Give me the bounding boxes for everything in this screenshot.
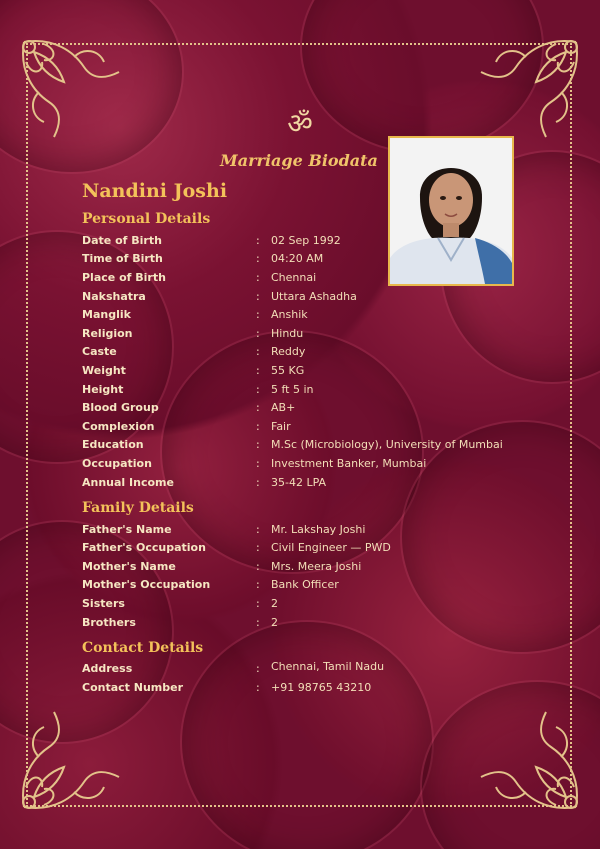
detail-value: 35-42 LPA	[271, 476, 327, 489]
detail-label: Education	[82, 438, 144, 451]
detail-label: Sisters	[82, 597, 125, 610]
candidate-name: Nandini Joshi	[82, 180, 228, 202]
detail-value: M.Sc (Microbiology), University of Mumbai	[271, 438, 503, 451]
corner-ornament-icon	[471, 32, 586, 142]
separator: :	[256, 290, 260, 303]
personal-details-heading: Personal Details	[82, 211, 211, 227]
separator: :	[256, 523, 260, 536]
detail-label: Contact Number	[82, 681, 184, 694]
corner-ornament-icon	[14, 32, 129, 142]
detail-value: Bank Officer	[271, 578, 339, 591]
person-portrait-icon	[390, 138, 512, 284]
separator: :	[256, 234, 260, 247]
detail-label: Annual Income	[82, 476, 174, 489]
detail-value: 2	[271, 597, 278, 610]
separator: :	[256, 383, 260, 396]
separator: :	[256, 252, 260, 265]
detail-value: 55 KG	[271, 364, 305, 377]
separator: :	[256, 345, 260, 358]
separator: :	[256, 616, 260, 629]
detail-value: 02 Sep 1992	[271, 234, 341, 247]
detail-label: Blood Group	[82, 401, 159, 414]
detail-label: Manglik	[82, 308, 131, 321]
detail-value: Fair	[271, 420, 291, 433]
detail-label: Height	[82, 383, 124, 396]
separator: :	[256, 364, 260, 377]
detail-value: Mrs. Meera Joshi	[271, 560, 362, 573]
separator: :	[256, 578, 260, 591]
separator: :	[256, 308, 260, 321]
detail-label: Mother's Name	[82, 560, 176, 573]
separator: :	[256, 457, 260, 470]
detail-value: Chennai	[271, 271, 317, 284]
separator: :	[256, 560, 260, 573]
separator: :	[256, 327, 260, 340]
family-details-heading: Family Details	[82, 500, 194, 516]
separator: :	[256, 271, 260, 284]
detail-label: Brothers	[82, 616, 136, 629]
detail-value: Reddy	[271, 345, 306, 358]
detail-label: Father's Occupation	[82, 541, 206, 554]
corner-ornament-icon	[471, 707, 586, 817]
detail-value: Investment Banker, Mumbai	[271, 457, 427, 470]
detail-value: Mr. Lakshay Joshi	[271, 523, 366, 536]
detail-value: Chennai, Tamil Nadu	[271, 660, 385, 673]
separator: :	[256, 597, 260, 610]
detail-label: Time of Birth	[82, 252, 163, 265]
detail-label: Address	[82, 662, 133, 675]
corner-ornament-icon	[14, 707, 129, 817]
detail-label: Religion	[82, 327, 133, 340]
detail-label: Father's Name	[82, 523, 172, 536]
detail-value: Civil Engineer — PWD	[271, 541, 391, 554]
contact-details-heading: Contact Details	[82, 640, 204, 656]
separator: :	[256, 681, 260, 694]
detail-label: Caste	[82, 345, 117, 358]
separator: :	[256, 662, 260, 675]
separator: :	[256, 420, 260, 433]
detail-label: Nakshatra	[82, 290, 146, 303]
detail-value: Uttara Ashadha	[271, 290, 357, 303]
document-title: Marriage Biodata	[220, 151, 378, 170]
detail-label: Occupation	[82, 457, 152, 470]
detail-value: 04:20 AM	[271, 252, 324, 265]
detail-label: Date of Birth	[82, 234, 162, 247]
separator: :	[256, 541, 260, 554]
detail-value: +91 98765 43210	[271, 681, 372, 694]
detail-label: Place of Birth	[82, 271, 166, 284]
separator: :	[256, 476, 260, 489]
detail-label: Complexion	[82, 420, 155, 433]
detail-value: 2	[271, 616, 278, 629]
detail-label: Weight	[82, 364, 126, 377]
profile-photo	[388, 136, 514, 286]
separator: :	[256, 401, 260, 414]
detail-label: Mother's Occupation	[82, 578, 211, 591]
detail-value: Hindu	[271, 327, 304, 340]
detail-value: AB+	[271, 401, 296, 414]
detail-value: 5 ft 5 in	[271, 383, 314, 396]
separator: :	[256, 438, 260, 451]
detail-value: Anshik	[271, 308, 308, 321]
om-symbol-icon: ॐ	[287, 107, 313, 140]
